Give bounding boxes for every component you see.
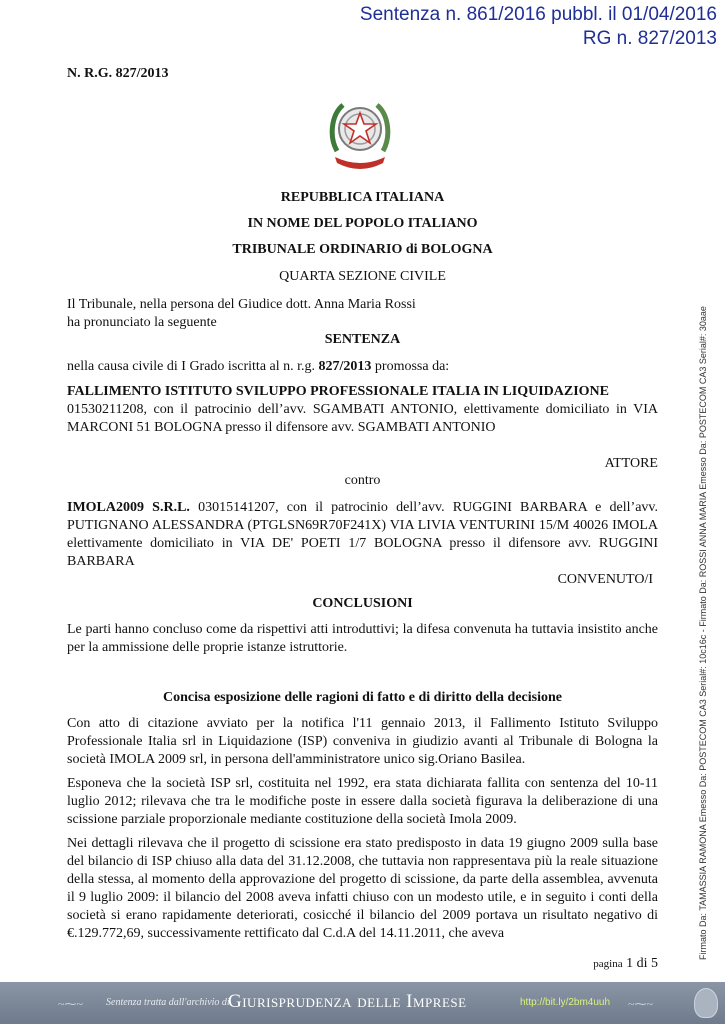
causa-pre: nella causa civile di I Grado iscritta al n. r.g. xyxy=(67,359,319,374)
footer-bar xyxy=(0,982,725,1024)
contro-label: contro xyxy=(344,473,381,488)
seal-icon xyxy=(694,988,718,1018)
footer-url-link[interactable]: http://bit.ly/2bm4uuh xyxy=(520,997,611,1008)
ornament-left-icon: ~⁓~ xyxy=(58,997,83,1011)
title-sezione: QUARTA SEZIONE CIVILE xyxy=(279,269,446,284)
rg-number: N. R.G. 827/2013 xyxy=(67,66,169,81)
attore-block xyxy=(67,383,658,437)
paragraph-1: Con atto di citazione avviato per la notifica l'11 gennaio 2013, il Fallimento Istituto Sviluppo Professionale Italia srl in Liquidazione (ISP) conveniva in giudizio avanti al Tribunale di Bologna la società IMOLA 2009 srl, in persona dell'amministratore unico sig.Oriano Basilea. xyxy=(67,716,658,767)
causa-post: promossa da: xyxy=(371,359,450,374)
title-repubblica: REPUBBLICA ITALIANA xyxy=(280,190,445,205)
italian-emblem-icon xyxy=(327,93,393,173)
conclusioni-text: Le parti hanno concluso come da rispettivi atti introduttivi; la difesa convenuta ha tuttavia insistito anche per la ammissione delle proprie istanze istruttorie. xyxy=(67,622,658,655)
attore-text: 01530211208, con il patrocinio dell’avv. SGAMBATI ANTONIO, elettivamente domiciliato in VIA MARCONI 51 BOLOGNA presso il difensore avv. SGAMBATI ANTONIO xyxy=(67,402,658,435)
title-tribunale: TRIBUNALE ORDINARIO di BOLOGNA xyxy=(232,242,493,257)
intro-line1: Il Tribunale, nella persona del Giudice dott. Anna Maria Rossi xyxy=(67,297,416,312)
conclusioni-heading: CONCLUSIONI xyxy=(312,596,413,611)
sentenza-heading: SENTENZA xyxy=(324,332,401,347)
publication-stamp: Sentenza n. 861/2016 pubbl. il 01/04/2016 xyxy=(359,4,717,25)
intro-line2: ha pronunciato la seguente xyxy=(67,315,217,330)
footer-archive-text: Sentenza tratta dall'archivio di xyxy=(106,997,230,1008)
attore-name: FALLIMENTO ISTITUTO SVILUPPO PROFESSIONALE ITALIA IN LIQUIDAZIONE xyxy=(67,384,609,399)
esposizione-heading: Concisa esposizione delle ragioni di fatto e di diritto della decisione xyxy=(163,690,562,705)
ornament-right-icon: ~⁓~ xyxy=(628,997,653,1011)
rg-stamp: RG n. 827/2013 xyxy=(582,28,717,49)
causa-line xyxy=(67,358,658,376)
convenuto-block xyxy=(67,499,658,571)
convenuto-name: IMOLA2009 S.R.L. xyxy=(67,500,190,515)
paragraph-3: Nei dettagli rilevava che il progetto di scissione era stato predisposto in data 19 giugno 2009 sulla base del bilancio di ISP chiuso alla data del 31.12.2008, che tuttavia non rappresentava più la reale situazione della stessa, al momento della approvazione del progetto di scissione, da parte della assemblea, avvenuta il 9 luglio 2009: il bilancio del 2008 aveva infatti chiuso con un modesto utile, e in seguito i conti della società si erano rapidamente deteriorati, cosicché il bilancio del 2009 portava un risultato negativo di €.129.772,69, successivamente rettificato dal C.d.A del 14.11.2011, che aveva xyxy=(67,836,658,941)
convenuto-text: 03015141207, con il patrocinio dell’avv. RUGGINI BARBARA e dell’avv. PUTIGNANO ALESSANDRA (PTGLSN69R70F241X) VIA LIVIA VENTURINI 15/M 40026 IMOLA elettivamente domiciliato in VIA DE' POETI 1/7 BOLOGNA presso il difensore avv. RUGGINI BARBARA xyxy=(67,500,658,569)
paragraph-2: Esponeva che la società ISP srl, costituita nel 1992, era stata dichiarata fallita con sentenza del 10-11 luglio 2012; rilevava che tra le modifiche poste in essere dalla società figurava la deliberazione di una scissione parziale proporzionale mediante costituzione della società Imola 2009. xyxy=(67,776,658,827)
causa-number: 827/2013 xyxy=(318,359,372,374)
esposizione-body xyxy=(67,715,658,943)
page-number xyxy=(560,956,658,972)
signature-sidebar: Firmato Da: TAMASSIA RAMONA Emesso Da: POSTECOM CA3 Serial#: 10c16c - Firmato Da: ROSSI ANNA MARIA Emesso Da: POSTECOM CA3 Serial#: 30aae xyxy=(698,306,708,960)
footer-brand: Giurisprudenza delle Imprese xyxy=(228,991,467,1012)
attore-role: ATTORE xyxy=(604,456,658,471)
page-label: pagina xyxy=(593,958,623,970)
page-total: di 5 xyxy=(636,956,658,971)
convenuto-role: CONVENUTO/I xyxy=(557,572,653,587)
title-popolo: IN NOME DEL POPOLO ITALIANO xyxy=(247,216,478,231)
page-current: 1 xyxy=(626,956,634,971)
